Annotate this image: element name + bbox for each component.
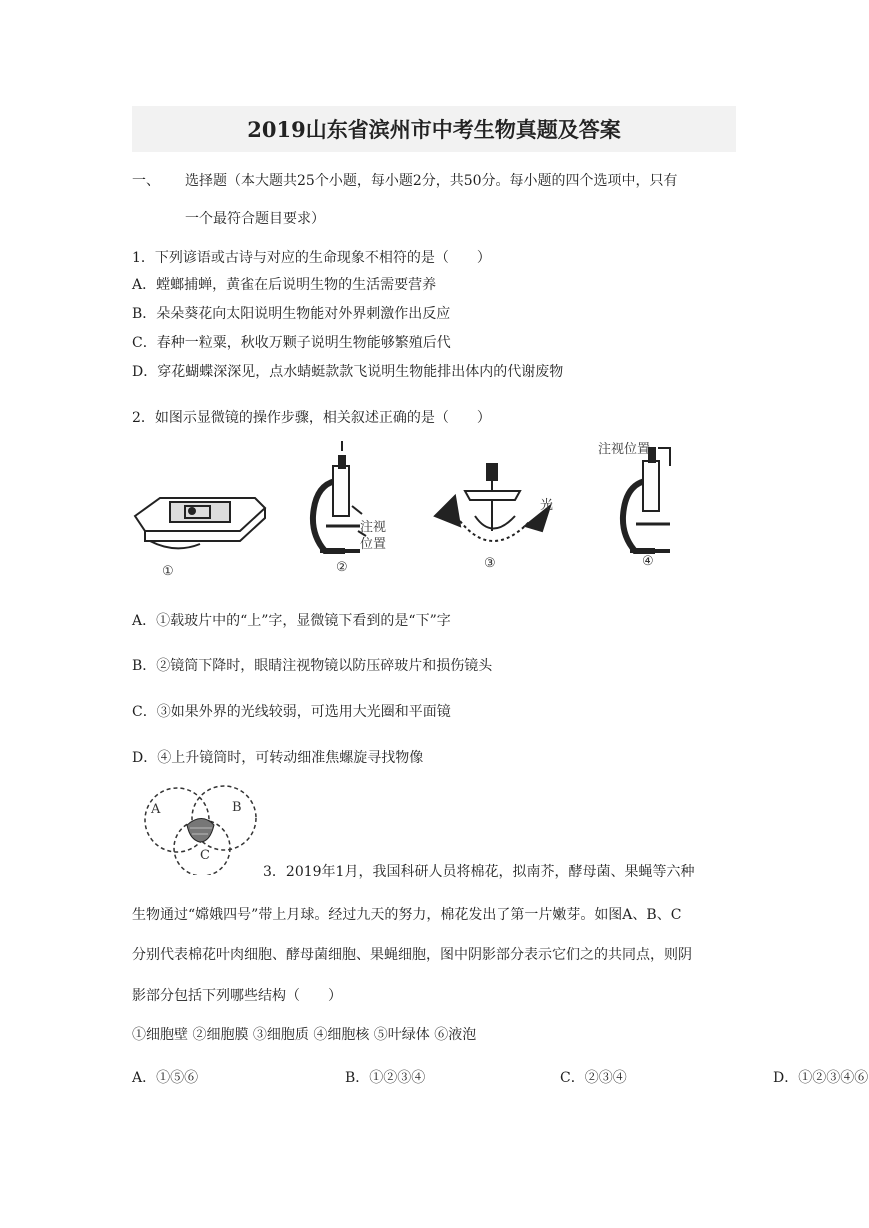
venn-label-c: C [200, 848, 210, 863]
q3-option-d: D．①②③④⑥ [773, 1070, 869, 1086]
q1-option-d: D．穿花蝴蝶深深见，点水蜻蜓款款飞说明生物能排出体内的代谢废物 [132, 364, 564, 380]
step2-label-weizhi: 位置 [360, 537, 387, 552]
q2-stem: 2．如图示显微镜的操作步骤，相关叙述正确的是（ ） [132, 410, 491, 426]
step-label-3: ③ [484, 556, 496, 571]
q3-stem-line1: 3．2019年1月，我国科研人员将棉花，拟南芥，酵母菌、果蝇等六种 [263, 864, 695, 880]
q2-option-c: C．③如果外界的光线较弱，可选用大光圈和平面镜 [132, 704, 451, 720]
step4-microscope-drawing [623, 448, 670, 551]
section-heading-cont: 一个最符合题目要求） [185, 211, 325, 227]
step3-mirror-drawing [435, 464, 550, 541]
page-title: 2019山东省滨州市中考生物真题及答案 [247, 117, 621, 142]
microscope-steps-figure [130, 436, 690, 586]
q2-option-b: B．②镜筒下降时，眼睛注视物镜以防压碎玻片和损伤镜头 [132, 658, 493, 674]
q2-option-a: A．①载玻片中的“上”字，显微镜下看到的是“下”字 [132, 613, 451, 629]
step-label-2: ② [336, 560, 348, 575]
step4-label-top: 注视位置 [598, 442, 651, 457]
q3-stem-line3: 分别代表棉花叶肉细胞、酵母菌细胞、果蝇细胞，图中阴影部分表示它们之的共同点，则阴 [132, 947, 692, 963]
venn-label-b: B [232, 800, 242, 815]
q3-structure-items: ①细胞壁 ②细胞膜 ③细胞质 ④细胞核 ⑤叶绿体 ⑥液泡 [132, 1027, 477, 1043]
step1-stage-drawing [135, 498, 265, 548]
step-label-4: ④ [642, 554, 654, 569]
q3-option-a: A．①⑤⑥ [132, 1070, 199, 1086]
section-heading: 选择题（本大题共25个小题，每小题2分，共50分。每小题的四个选项中，只有 [185, 173, 678, 189]
q2-option-d: D．④上升镜筒时，可转动细准焦螺旋寻找物像 [132, 750, 424, 766]
q1-option-c: C．春种一粒粟，秋收万颗子说明生物能够繁殖后代 [132, 335, 451, 351]
microscope-steps-svg [130, 436, 690, 586]
step2-label-zhushi: 注视 [360, 520, 387, 535]
venn-diagram [132, 780, 267, 875]
step3-label-light: 光 [540, 498, 554, 513]
q3-stem-line4: 影部分包括下列哪些结构（ ） [132, 988, 342, 1004]
q1-option-a: A．螳螂捕蝉，黄雀在后说明生物的生活需要营养 [132, 277, 437, 293]
q1-option-b: B．朵朵葵花向太阳说明生物能对外界刺激作出反应 [132, 306, 451, 322]
section-number: 一、 [132, 173, 160, 189]
q1-stem: 1．下列谚语或古诗与对应的生命现象不相符的是（ ） [132, 250, 491, 266]
q3-option-b: B．①②③④ [345, 1070, 426, 1086]
step2-microscope-drawing [313, 441, 366, 551]
q3-option-c: C．②③④ [560, 1070, 627, 1086]
venn-label-a: A [151, 802, 161, 817]
q3-stem-line2: 生物通过“嫦娥四号”带上月球。经过九天的努力，棉花发出了第一片嫩芽。如图A、B、C [132, 907, 682, 923]
step-label-1: ① [162, 564, 174, 579]
